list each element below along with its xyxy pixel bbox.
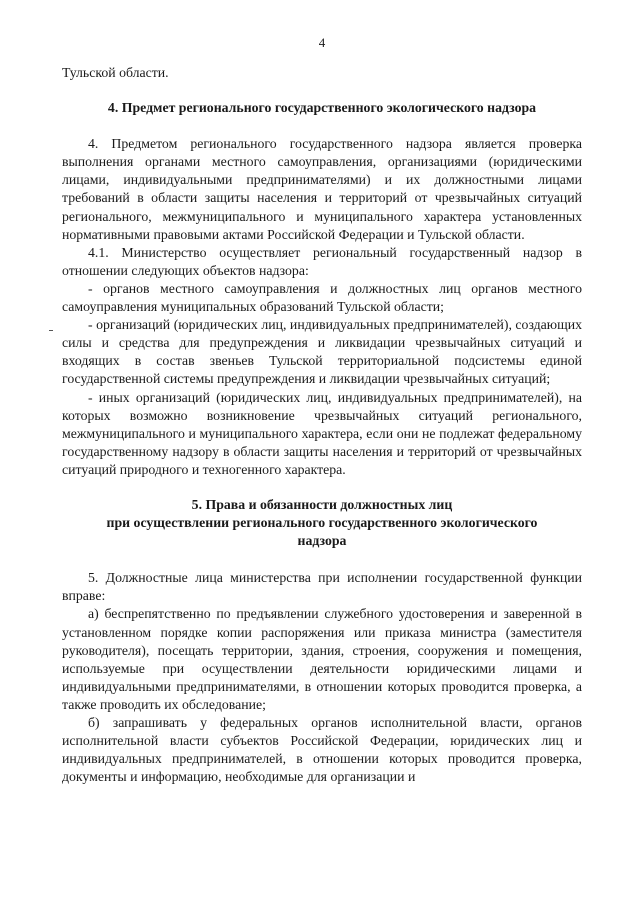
paragraph-5-b: б) запрашивать у федеральных органов исполнительной власти, органов исполнительной власти субъектов Российской Федерации, юридических лиц и индивидуальных предпринимателей, в отношении которых проводится проверка, документы и информацию, необходимые для организации и [62, 715, 582, 785]
paragraph-5-a: а) беспрепятственно по предъявлении служебного удостоверения и заверенной в установленном порядке копии распоряжения или приказа министра (заместителя руководителя), посещать территории, здания, строения, сооружения и помещения, используемые при осуществлении деятельности юридическими лицами и индивидуальными предпринимателями, в отношении которых проводится проверка, а также проводить их обследование; [62, 606, 582, 712]
list-item-other-organizations: - иных организаций (юридических лиц, индивидуальных предпринимателей), на которых возможно возникновение чрезвычайных ситуаций регионального, межмуниципального и муниципального характера, если они не подлежат федеральному государственному надзору в области защиты населения и территорий от чрезвычайных ситуаций природного и техногенного характера. [62, 389, 582, 477]
section-5-heading-line3: надзора [297, 533, 347, 549]
section-5-heading [62, 496, 582, 550]
margin-mark [49, 330, 53, 331]
page-number: 4 [318, 35, 326, 50]
list-item-organizations: - организаций (юридических лиц, индивидуальных предпринимателей), создающих силы и средства для предупреждения и ликвидации чрезвычайных ситуаций и входящих в состав звеньев Тульской территориальной подсистемы единой государственной системы предупреждения и ликвидации чрезвычайных ситуаций; [62, 317, 582, 387]
document-body [62, 64, 582, 786]
list-item-local-government: - органов местного самоуправления и должностных лиц органов местного самоуправления муниципальных образований Тульской области; [62, 280, 582, 315]
section-5-heading-line1: 5. Права и обязанности должностных лиц [191, 496, 453, 512]
paragraph-4: 4. Предметом регионального государственного надзора является проверка выполнения органами местного самоуправления, организациями (юридическими лицами, индивидуальными предпринимателями) и их должностными лицами требований в области защиты населения и территорий от чрезвычайных ситуаций регионального, межмуниципального и муниципального характера установленных нормативными правовыми актами Российской Федерации и Тульской области. [62, 136, 582, 242]
continuation-text: Тульской области. [62, 65, 169, 80]
section-4-heading: 4. Предмет регионального государственного экологического надзора [107, 100, 537, 116]
section-5-heading-line2: при осуществлении регионального государственного экологического [106, 515, 538, 531]
paragraph-4-1: 4.1. Министерство осуществляет региональный государственный надзор в отношении следующих объектов надзора: [62, 244, 582, 278]
paragraph-5: 5. Должностные лица министерства при исполнении государственной функции вправе: [62, 570, 582, 604]
